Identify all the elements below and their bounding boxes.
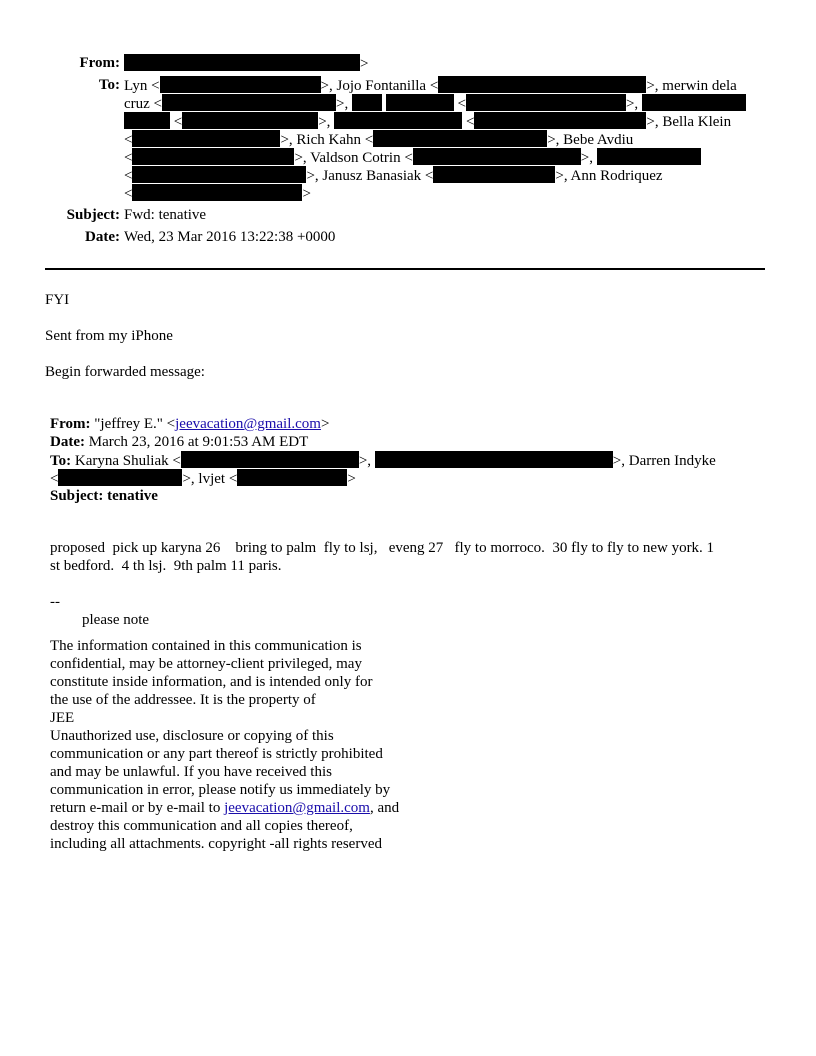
redaction: [334, 112, 462, 129]
text-segment: >, Janusz Banasiak <: [306, 168, 434, 184]
redaction: [132, 184, 302, 201]
signature-disclaimer: [50, 637, 430, 853]
text-segment: >, merwin dela: [646, 78, 737, 94]
to-line-4: [124, 130, 633, 149]
signature-please-note: please note: [82, 612, 150, 628]
text-segment: >: [347, 471, 356, 487]
redaction: [181, 451, 359, 468]
fwd-from-email-link[interactable]: jeevacation@gmail.com: [175, 416, 321, 432]
from-label: From:: [79, 55, 120, 71]
fwd-message-line-1: proposed pick up karyna 26 bring to palm fly to lsj, eveng 27 fly to morroco. 30 fly to fly to new york. 1: [50, 540, 715, 556]
text-segment: <: [124, 150, 133, 166]
redaction: [642, 94, 746, 111]
disclaimer-line: JEE: [50, 710, 75, 726]
redaction: [124, 112, 170, 129]
fwd-from-label: From:: [50, 416, 91, 432]
text-segment: "jeffrey E." <: [90, 416, 176, 432]
to-line-5: [124, 148, 701, 167]
text-segment: >, lvjet <: [182, 471, 238, 487]
header-divider: [45, 268, 765, 270]
redaction: [162, 94, 336, 111]
from-value: [124, 54, 368, 73]
text-segment: <: [124, 186, 133, 202]
redaction: [373, 130, 547, 147]
text-segment: tenative: [103, 488, 158, 504]
fwd-date-label: Date:: [50, 434, 85, 450]
redaction: [124, 54, 360, 71]
redaction: [466, 94, 626, 111]
text-segment: >, Ann Rodriquez: [555, 168, 663, 184]
text-segment: Karyna Shuliak <: [71, 453, 181, 469]
text-segment: >, Valdson Cotrin <: [294, 150, 413, 166]
disclaimer-line: constitute inside information, and is intended only for: [50, 674, 373, 690]
redaction: [375, 451, 613, 468]
disclaimer-line: the use of the addressee. It is the property of: [50, 692, 316, 708]
disclaimer-line: return e-mail or by e-mail to jeevacation@gmail.com, and: [50, 800, 400, 816]
text-segment: <: [173, 114, 183, 130]
redaction: [132, 130, 280, 147]
fwd-subject-label: Subject:: [50, 488, 104, 504]
text-segment: March 23, 2016 at 9:01:53 AM EDT: [84, 434, 309, 450]
redaction: [160, 76, 321, 93]
text-segment: >,: [580, 150, 594, 166]
redaction: [182, 112, 318, 129]
to-line-1: [124, 76, 737, 95]
disclaimer-line: The information contained in this communication is: [50, 638, 362, 654]
to-line-2: [124, 94, 746, 113]
text-segment: <: [465, 114, 475, 130]
to-label: To:: [98, 77, 120, 93]
disclaimer-line: and may be unlawful. If you have received this: [50, 764, 332, 780]
text-segment: >,: [336, 96, 349, 112]
to-line-7: [124, 184, 311, 203]
text-segment: >, Bella Klein: [646, 114, 732, 130]
date-value: Wed, 23 Mar 2016 13:22:38 +0000: [124, 229, 336, 245]
text-segment: >, Bebe Avdiu: [547, 132, 634, 148]
signature-dashes: --: [50, 594, 60, 610]
disclaimer-line: including all attachments. copyright -all rights reserved: [50, 836, 382, 852]
text-segment: >, Jojo Fontanilla <: [320, 78, 439, 94]
text-segment: >: [320, 416, 330, 432]
redaction: [386, 94, 454, 111]
text-segment: >: [360, 56, 369, 72]
to-line-6: [124, 166, 663, 185]
redaction: [237, 469, 347, 486]
redaction: [58, 469, 182, 486]
text-segment: >,: [318, 114, 331, 130]
fwd-to: [50, 451, 716, 470]
fwd-date: [50, 433, 308, 451]
fwd-message-line-2: st bedford. 4 th lsj. 9th palm 11 paris.: [50, 558, 282, 574]
fwd-to-label: To:: [50, 453, 72, 469]
redaction: [474, 112, 646, 129]
disclaimer-line: destroy this communication and all copies thereof,: [50, 818, 353, 834]
disclaimer-line: communication in error, please notify us immediately by: [50, 782, 391, 798]
text-segment: Lyn <: [124, 78, 160, 94]
redaction: [413, 148, 581, 165]
body-fyi: FYI: [45, 292, 70, 308]
date-label: Date:: [85, 229, 120, 245]
text-segment: >, Darren Indyke: [612, 453, 716, 469]
fwd-from: [50, 415, 329, 433]
text-segment: <: [457, 96, 466, 112]
text-segment: >: [302, 186, 311, 202]
text-segment: >,: [358, 453, 375, 469]
redaction: [132, 148, 294, 165]
redaction: [438, 76, 646, 93]
fwd-to-cont: [50, 469, 356, 488]
redaction: [433, 166, 555, 183]
disclaimer-line: communication or any part thereof is strictly prohibited: [50, 746, 383, 762]
text-segment: <: [50, 471, 59, 487]
disclaimer-line: confidential, may be attorney-client privileged, may: [50, 656, 362, 672]
text-segment: <: [124, 132, 133, 148]
text-segment: cruz <: [124, 96, 163, 112]
subject-label: Subject:: [66, 207, 120, 223]
text-segment: <: [124, 168, 133, 184]
redaction: [352, 94, 382, 111]
signature-email-link[interactable]: jeevacation@gmail.com: [224, 800, 370, 816]
text-segment: >, Rich Kahn <: [280, 132, 374, 148]
body-sent-from: Sent from my iPhone: [45, 328, 173, 344]
redaction: [597, 148, 701, 165]
subject-value: Fwd: tenative: [124, 207, 207, 223]
disclaimer-line: Unauthorized use, disclosure or copying of this: [50, 728, 334, 744]
to-line-3: [124, 112, 731, 131]
fwd-subject: [50, 487, 158, 505]
redaction: [132, 166, 306, 183]
text-segment: >,: [625, 96, 639, 112]
body-begin-forwarded: Begin forwarded message:: [45, 364, 205, 380]
